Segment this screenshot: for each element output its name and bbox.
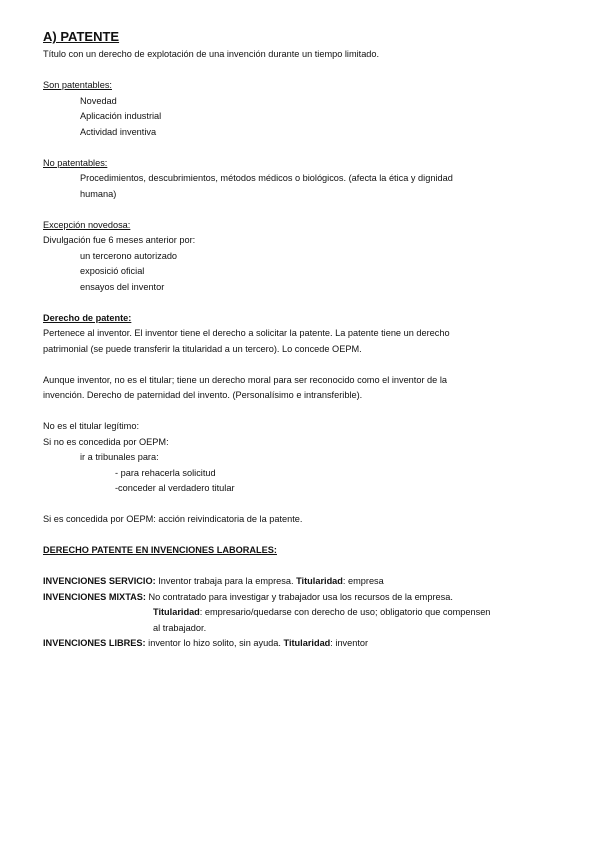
excepcion-heading: Excepción novedosa: [43, 219, 131, 230]
list-item: exposició oficial [80, 266, 145, 276]
servicio-text: Inventor trabaja para la empresa. [155, 576, 297, 586]
mixtas-titularidad-cont: al trabajador. [153, 622, 207, 633]
document-page [43, 28, 563, 652]
list-item: un tercerono autorizado [80, 250, 178, 261]
titularidad-label: Titularidad [296, 576, 343, 586]
list-item: Aplicación industrial [80, 111, 162, 121]
excepcion-intro: Divulgación fue 6 meses anterior por: [43, 235, 196, 245]
patente-definition: Título con un derecho de explotación de una invención durante un tiempo limitado. [43, 49, 380, 59]
libres-text: inventor lo hizo solito, sin ayuda. [145, 638, 284, 648]
list-item: Novedad [80, 95, 117, 106]
no-patentables-text: Procedimientos, descubrimientos, métodos médicos o biológicos. (afecta la ética y dignidad [80, 173, 453, 183]
section-title: A) PATENTE [43, 29, 120, 44]
servicio-label: INVENCIONES SERVICIO: [43, 576, 156, 586]
derecho-paragraph-1: Pertenece al inventor. El inventor tiene el derecho a solicitar la patente. La patente tiene un derecho [43, 328, 450, 338]
invenciones-mixtas-line [43, 590, 563, 606]
mixtas-titularidad-line [43, 605, 563, 621]
si-no-concedida-line: Si no es concedida por OEPM: [43, 436, 169, 447]
no-patentables-heading: No patentables: [43, 157, 108, 168]
derecho-paragraph-1-cont: patrimonial (se puede transferir la titularidad a un tercero). Lo concede OEPM. [43, 343, 362, 354]
libres-titularidad: : inventor [330, 638, 369, 648]
si-concedida-line: Si es concedida por OEPM: acción reivindicatoria de la patente. [43, 514, 303, 524]
no-patentables-text-cont: humana) [80, 188, 117, 199]
derecho-paragraph-2: Aunque inventor, no es el titular; tiene un derecho moral para ser reconocido como el inventor de la [43, 374, 447, 385]
mixtas-titularidad: : empresario/quedarse con derecho de uso; obligatorio que compensen [199, 607, 491, 617]
servicio-titularidad: : empresa [342, 576, 384, 586]
derecho-paragraph-2-cont: invención. Derecho de paternidad del invento. (Personalísimo e intransferible). [43, 390, 363, 400]
derecho-heading: Derecho de patente: [43, 312, 132, 323]
list-item: ensayos del inventor [80, 281, 165, 292]
tribunales-line: ir a tribunales para: [80, 452, 159, 462]
titularidad-label: Titularidad [283, 638, 331, 648]
invenciones-libres-line [43, 636, 563, 652]
no-titular-line: No es el titular legítimo: [43, 421, 139, 431]
invenciones-servicio-line [43, 574, 563, 590]
option-item: - para rehacerla solicitud [115, 467, 216, 478]
titularidad-label: Titularidad [153, 607, 200, 617]
mixtas-text: No contratado para investigar y trabajador usa los recursos de la empresa. [145, 591, 453, 602]
list-item: Actividad inventiva [80, 126, 157, 137]
libres-label: INVENCIONES LIBRES: [43, 638, 146, 648]
option-item: -conceder al verdadero titular [115, 483, 235, 493]
patentables-heading: Son patentables: [43, 80, 112, 90]
mixtas-label: INVENCIONES MIXTAS: [43, 591, 146, 602]
laborales-heading: DERECHO PATENTE EN INVENCIONES LABORALES: [43, 545, 277, 555]
